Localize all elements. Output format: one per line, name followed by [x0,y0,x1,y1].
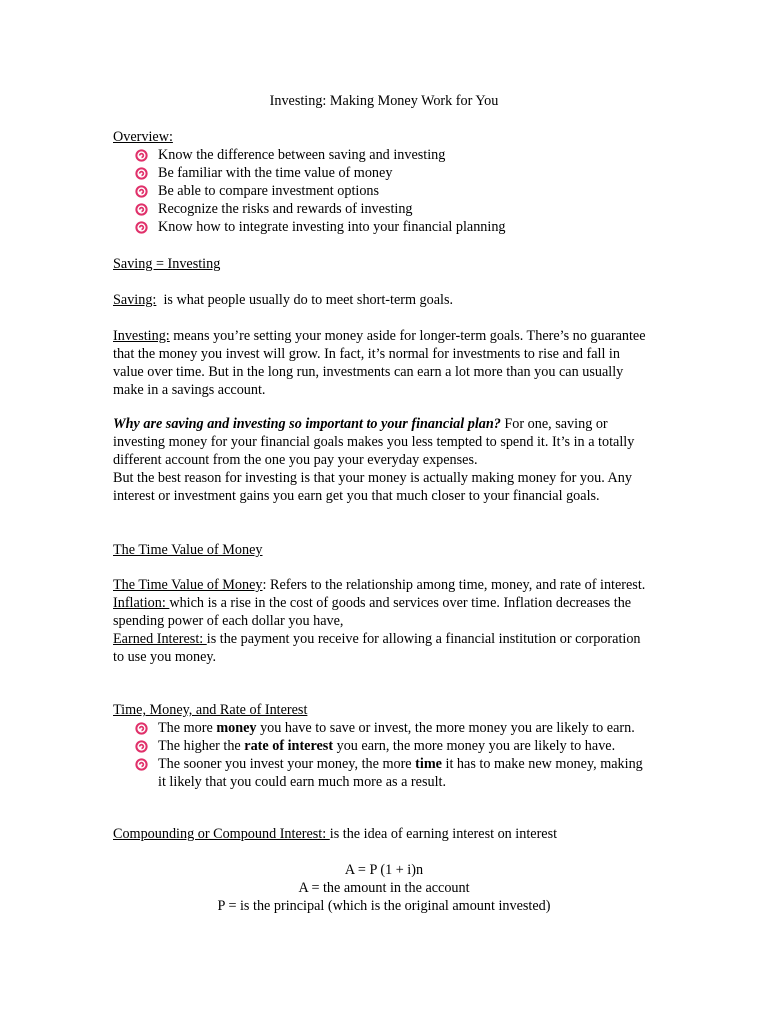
saving-term: Saving: [113,292,157,308]
swirl-bullet-icon [135,221,148,234]
overview-section [113,128,653,236]
definitions [113,576,653,666]
swirl-bullet-icon [135,167,148,180]
inflation-definition [113,594,653,630]
swirl-bullet-icon [135,740,148,753]
list-item-text: Know how to integrate investing into your financial planning [158,219,506,235]
swirl-bullet-icon [135,758,148,771]
list-item [113,737,653,755]
tmr-list [113,719,653,791]
tmr-item-post: it has to make new money, making it likely that you could earn much more as a result. [158,756,643,790]
page-title: Investing: Making Money Work for You [269,93,499,109]
tmr-section [113,701,653,791]
tvm-heading: The Time Value of Money [113,542,263,558]
earned-interest-term: Earned Interest: [113,631,207,647]
list-item [113,755,653,791]
list-item-text: Know the difference between saving and investing [158,147,446,163]
earned-interest-text: is the payment you receive for allowing a financial institution or corporation to use you money. [113,631,641,665]
tvm-text: : Refers to the relationship among time, money, and rate of interest. [262,577,646,593]
list-item [113,200,653,218]
list-item [113,146,653,164]
tmr-heading: Time, Money, and Rate of Interest [113,702,308,718]
saving-text: is what people usually do to meet short-term goals. [156,292,454,308]
list-item-text: Recognize the risks and rewards of investing [158,201,413,217]
swirl-bullet-icon [135,185,148,198]
compound-definition [113,825,693,843]
earned-interest-definition [113,630,653,666]
inflation-term: Inflation: [113,595,170,611]
formula-a-definition: A = the amount in the account [298,880,470,896]
tvm-definition [113,576,653,594]
list-item [113,182,653,200]
tmr-item-bold: rate of interest [244,738,334,754]
why-text-2: But the best reason for investing is that your money is actually making money for you. Any interest or investment gains you earn get you that much closer to your financial goals. [113,470,632,504]
tmr-item-bold: time [415,756,442,772]
tmr-item-pre: The more [158,720,217,736]
tmr-item-post: you have to save or invest, the more money you are likely to earn. [256,720,635,736]
list-item-text: Be familiar with the time value of money [158,165,393,181]
inflation-text: which is a rise in the cost of goods and services over time. Inflation decreases the spending power of each dollar you have, [113,595,632,629]
compound-text: is the idea of earning interest on interest [329,826,558,842]
formula-p-definition: P = is the principal (which is the original amount invested) [217,898,551,914]
investing-text: means you’re setting your money aside for longer-term goals. There’s no guarantee that the money you invest will grow. In fact, it’s normal for investments to rise and fall in value over time. But in the long run, investments can earn a lot more than you can usually make in a savings account. [113,328,646,398]
compound-term: Compounding or Compound Interest: [113,826,330,842]
saving-investing-heading: Saving = Investing [113,256,221,272]
tvm-term: The Time Value of Money [113,577,263,593]
why-text: For one, saving or investing money for your financial goals makes you less tempted to spend it. It’s in a totally different account from the one you pay your everyday expenses. [113,416,635,468]
swirl-bullet-icon [135,203,148,216]
swirl-bullet-icon [135,722,148,735]
tmr-item-pre: The higher the [158,738,245,754]
list-item [113,719,653,737]
list-item [113,218,653,236]
tmr-item-bold: money [216,720,257,736]
tmr-item-post: you earn, the more money you are likely to have. [333,738,616,754]
overview-heading: Overview: [113,129,173,145]
formula-equation: A = P (1 + i)n [344,862,424,878]
why-question: Why are saving and investing so important to your financial plan? [113,416,501,432]
overview-list [113,146,653,236]
saving-paragraph [113,291,653,309]
investing-paragraph [113,327,653,399]
tmr-item-pre: The sooner you invest your money, the more [158,756,416,772]
list-item-text: Be able to compare investment options [158,183,380,199]
investing-term: Investing: [113,328,170,344]
why-paragraph [113,415,653,505]
swirl-bullet-icon [135,149,148,162]
list-item [113,164,653,182]
